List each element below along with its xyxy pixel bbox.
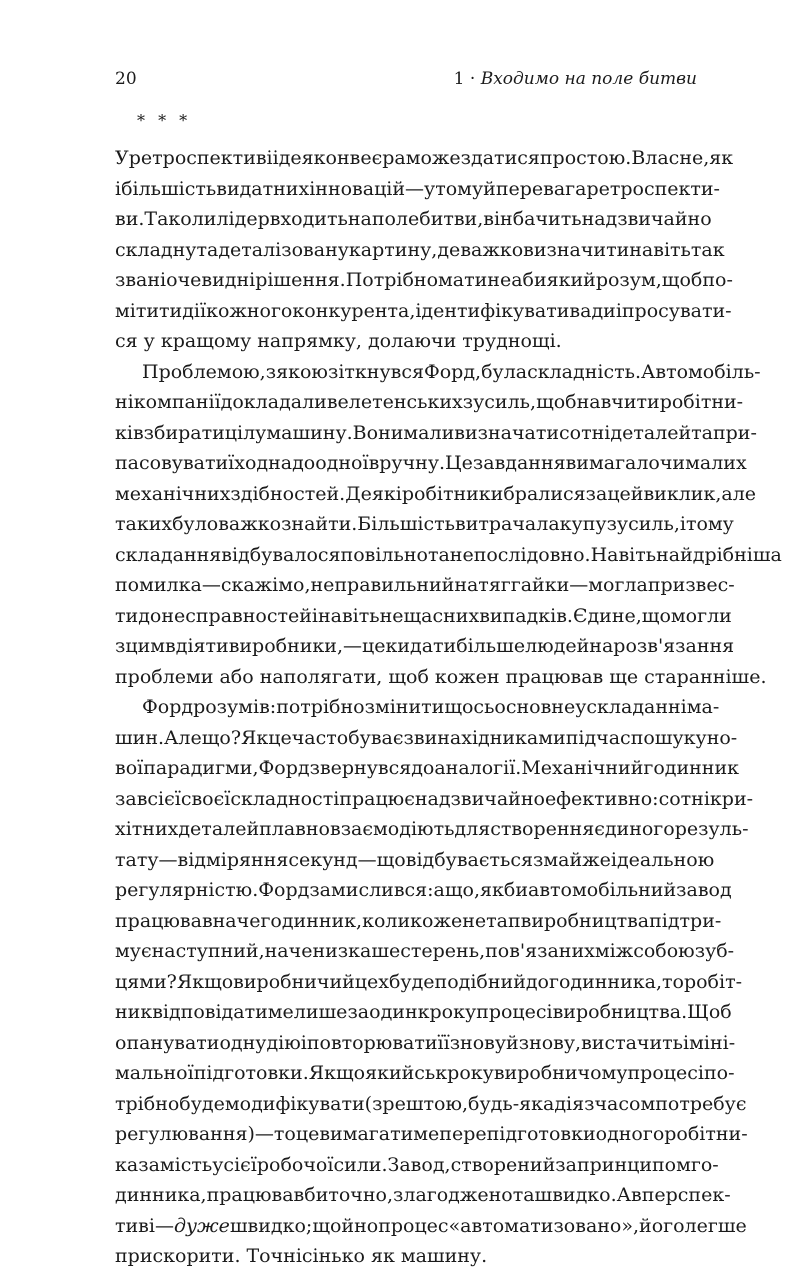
- text-line: складання відбувалося повільно та непослідовно. Навіть найдрібніша: [115, 543, 782, 566]
- text-line: Проблемою, з якою зіткнувся Форд, була складність. Автомобіль-: [142, 360, 761, 383]
- text-line: ні компанії докладали велетенських зусиль, щоб навчити робітни-: [115, 391, 744, 413]
- text-line: ник відповідатиме лише за один крок у процесі виробництва. Щоб: [115, 1001, 732, 1023]
- text-line: таких було важко знайти. Більшість витрачала купу зусиль, і тому: [115, 513, 734, 535]
- text-line: мує наступний, наче низка шестерень, пов'язаних між собою зуб-: [115, 940, 735, 962]
- text-line: ти до несправностей і навіть нещасних випадків. Єдине, що могли: [115, 604, 732, 627]
- text-line: з цим вдіяти виробники, — це кидати більше людей на розв'язання: [115, 635, 735, 657]
- text-line: мальної підготовки. Якщо якийсь крок у виробничому процесі по-: [115, 1062, 735, 1084]
- text-line: прискорити. Точнісінько як машину.: [115, 1245, 488, 1267]
- body-text: [115, 143, 782, 1272]
- paragraph: [115, 692, 754, 1272]
- text-line: і більшість видатних інновацій — у тому й перевага ретроспекти-: [115, 177, 720, 200]
- text-line: шин. Але що? Як це часто буває з винахідниками під час пошуку но-: [115, 726, 738, 749]
- text-line: У ретроспективі ідея конвеєра може здатися простою. Власне, як: [115, 147, 734, 169]
- text-line: динника, працював би точно, злагоджено та швидко. А в перспек-: [115, 1184, 731, 1206]
- text-line: за всієї своєї складності працює надзвичайно ефективно: сотні кри-: [115, 787, 754, 810]
- text-line: складну та деталізовану картину, де важко визначити навіть так: [115, 238, 725, 261]
- section-separator: * * *: [137, 111, 192, 130]
- text-line: ся у кращому напрямку, долаючи труднощі.: [115, 330, 562, 352]
- text-line: трібно буде модифікувати (зрештою, будь-яка дія з часом потребує: [115, 1092, 747, 1115]
- text-line: ви. Та коли лідер входить на поле битви, він бачить надзвичайно: [115, 208, 712, 230]
- text-line: тату — відміряння секунд — що відбувається з майже ідеальною: [115, 848, 715, 871]
- chapter-title: Входимо на поле битви: [480, 69, 697, 89]
- text-line: пасовувати їх одна до одної вручну. Це завдання вимагало чималих: [115, 452, 747, 474]
- text-line: проблеми або наполягати, щоб кожен працював ще старанніше.: [115, 665, 767, 688]
- text-line: Форд розумів: потрібно змінити щось основне у складанні ма-: [142, 696, 720, 718]
- text-line: цями? Якщо виробничий цех буде подібний до годинника, то робіт-: [115, 970, 743, 993]
- text-line: вої парадигми, Форд звернувся до аналогії. Механічний годинник: [115, 757, 740, 779]
- running-header: [115, 66, 697, 92]
- text-line: тиві — дуже швидко; щойно процес «автоматизовано», його легше: [115, 1214, 747, 1237]
- chapter-number: 1: [453, 69, 465, 89]
- page-number: 20: [115, 69, 137, 89]
- paragraph: [115, 143, 734, 357]
- text-line: звані очевидні рішення. Потрібно мати неабиякий розум, щоб по-: [115, 269, 733, 291]
- chapter-running-title: [454, 66, 697, 92]
- paragraph: [115, 357, 782, 693]
- chapter-separator: ·: [469, 69, 476, 89]
- text-line: опанувати одну дію і повторювати її знову й знову, вистачить і міні-: [115, 1031, 736, 1054]
- text-line: хітних деталей плавно взаємодіють для створення єдиного резуль-: [115, 818, 749, 840]
- text-line: ків збирати цілу машину. Вони мали визначати сотні деталей та при-: [115, 421, 757, 444]
- text-line: ка замість усієї робочої сили. Завод, створений за принципом го-: [115, 1153, 719, 1176]
- text-line: механічних здібностей. Деякі робітники бралися за цей виклик, але: [115, 482, 757, 505]
- text-line: помилка — скажімо, неправильний натяг гайки — могла призвес-: [115, 574, 735, 596]
- text-line: регулювання) — то це вимагатиме перепідготовки одного робітни-: [115, 1123, 748, 1145]
- text-line: мітити дії кожного конкурента, ідентифікувати вади і просувати-: [115, 299, 732, 322]
- text-line: працював наче годинник, коли кожен етап виробництва підтри-: [115, 909, 722, 932]
- text-line: регулярністю. Форд замислився: а що, якби автомобільний завод: [115, 879, 732, 901]
